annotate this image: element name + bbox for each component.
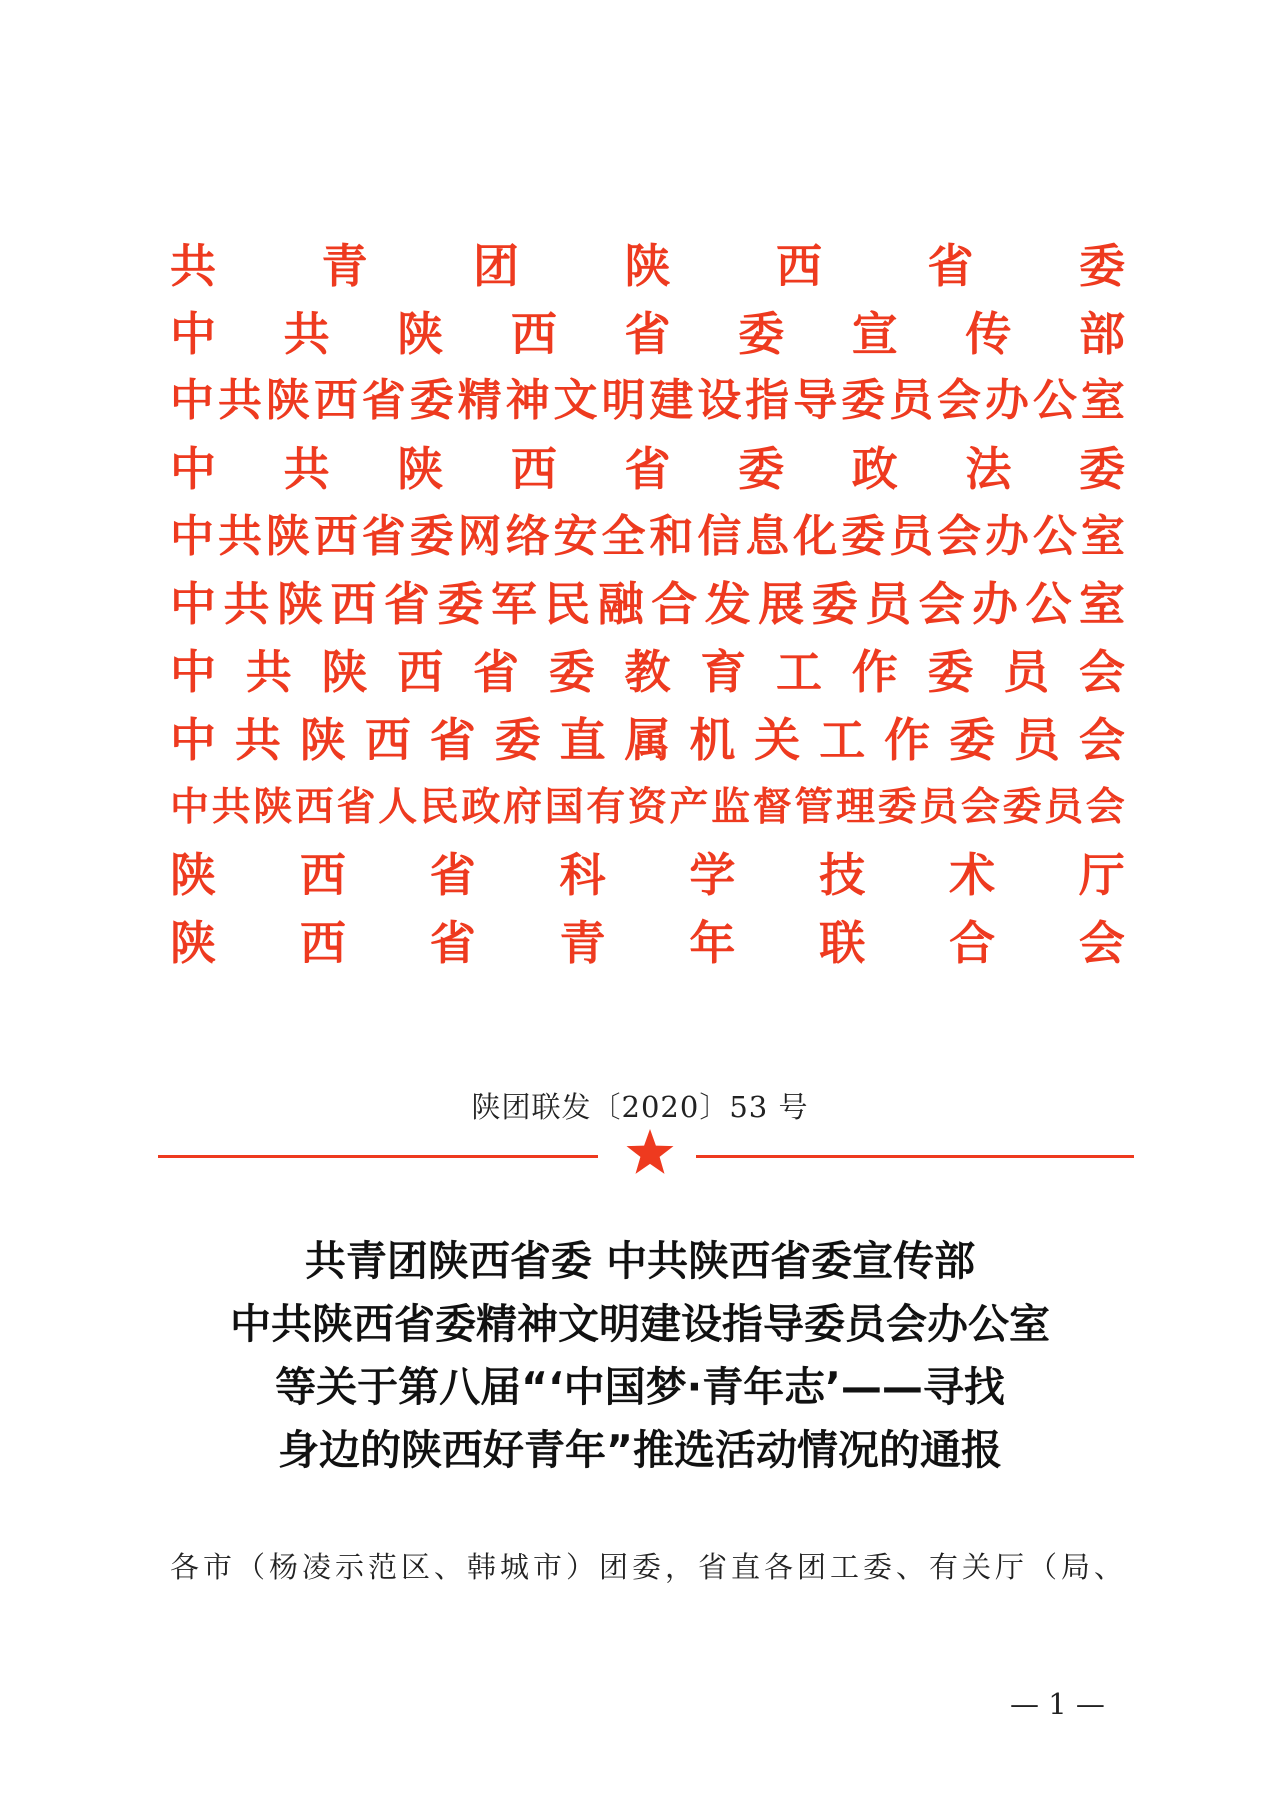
issuer-char: 中 [170,510,214,562]
issuer-char: 会 [1085,784,1125,830]
issuer-char: 团 [473,238,519,293]
issuer-char: 员 [889,375,934,427]
issuer-char: 委 [1002,784,1042,830]
title-line: 身边的陕西好青年”推选活动情况的通报 [278,1426,1002,1474]
issuer-char: 作 [884,712,931,767]
issuer-row [170,367,1125,435]
issuer-char: 文 [553,375,598,427]
issuer-char: 陕 [170,915,216,970]
issuer-char: 导 [793,375,838,427]
issuer-char: 西 [330,577,377,632]
issuer-char: 共 [223,577,270,632]
issuer-char: 全 [601,510,646,562]
issuer-char: 机 [689,712,736,767]
issuer-char: 西 [510,441,557,496]
issuer-char: 建 [649,375,694,427]
issuer-char: 陕 [170,848,216,903]
issuer-char: 国 [544,784,584,830]
issuer-char: 省 [429,915,476,970]
issuer-char: 委 [494,712,541,767]
issuer-char: 中 [170,644,216,699]
issuer-char: 陕 [253,784,293,830]
issuer-char: 合 [651,577,698,632]
issuer-char: 委 [877,784,917,830]
issuer-char: 化 [793,510,838,562]
issuer-char: 办 [984,375,1029,427]
issuer-char: 共 [170,238,216,293]
issuer-char: 西 [299,848,346,903]
title-line: 中共陕西省委精神文明建设指导委员会办公室 [230,1300,1050,1348]
issuer-row [170,300,1125,368]
issuer-list [170,232,1125,977]
issuer-char: 室 [1080,510,1125,562]
issuer-char: 西 [313,510,358,562]
issuer-char: 育 [700,644,747,699]
page-number: — 1 — [1010,1687,1105,1721]
issuer-char: 办 [972,577,1019,632]
issuer-char: 明 [601,375,646,427]
issuer-char: 西 [510,306,557,361]
issuer-char: 青 [559,915,606,970]
issuer-char: 产 [669,784,709,830]
issuer-char: 员 [865,577,912,632]
issuer-char: 陕 [397,441,444,496]
issuer-char: 政 [851,441,898,496]
issuer-row [170,638,1125,706]
issuer-char: 青 [321,238,368,293]
issuer-char: 委 [437,577,484,632]
issuer-char: 军 [490,577,537,632]
issuer-char: 府 [503,784,543,830]
issuer-char: 理 [836,784,876,830]
issuer-char: 息 [745,510,790,562]
issuer-char: 指 [745,375,790,427]
issuer-char: 联 [819,915,866,970]
issuer-char: 技 [819,848,866,903]
issuer-char: 共 [245,644,292,699]
issuer-char: 有 [586,784,626,830]
issuer-char: 展 [758,577,805,632]
issuer-char: 公 [1032,510,1077,562]
issuer-char: 学 [689,848,736,903]
document-number: 陕团联发〔2020〕53 号 [471,1090,809,1124]
issuer-char: 工 [776,644,822,699]
issuer-char: 科 [559,848,606,903]
issuer-char: 民 [544,577,591,632]
issuer-char: 共 [283,306,330,361]
issuer-char: 中 [170,375,214,427]
issuer-char: 委 [841,375,886,427]
issuer-row [170,706,1125,774]
issuer-char: 省 [927,238,974,293]
issuer-char: 络 [505,510,550,562]
issuer-char: 省 [429,848,476,903]
issuer-char: 陕 [265,510,310,562]
issuer-char: 会 [1078,915,1125,970]
issuer-char: 西 [364,712,411,767]
issuer-char: 共 [234,712,281,767]
star-icon [625,1128,675,1178]
issuer-char: 委 [738,441,785,496]
recipients-line: 各市（杨凌示范区、韩城市）团委，省直各团工委、有关厅（局、 [170,1550,1128,1584]
issuer-char: 宣 [851,306,898,361]
issuer-row [170,435,1125,503]
issuer-row [170,503,1125,571]
issuer-char: 关 [754,712,801,767]
issuer-char: 委 [409,375,454,427]
issuer-char: 委 [738,306,785,361]
issuer-char: 管 [794,784,834,830]
issuer-char: 省 [624,441,671,496]
issuer-char: 安 [553,510,598,562]
issuer-char: 委 [1079,441,1125,496]
issuer-char: 员 [1003,644,1050,699]
notice-title [130,1230,1150,1482]
issuer-char: 委 [949,712,996,767]
divider-line-left [158,1155,598,1158]
issuer-char: 委 [927,644,974,699]
issuer-char: 办 [984,510,1029,562]
issuer-char: 委 [1079,238,1125,293]
issuer-char: 中 [170,441,216,496]
issuer-char: 陕 [397,306,444,361]
issuer-char: 监 [711,784,751,830]
issuer-row [170,570,1125,638]
issuer-char: 委 [409,510,454,562]
title-line: 等关于第八届“‘中国梦·青年志’——寻找 [275,1363,1005,1411]
issuer-char: 厅 [1078,848,1125,903]
issuer-char: 室 [1080,375,1125,427]
issuer-char: 共 [217,510,262,562]
issuer-char: 会 [1079,644,1125,699]
issuer-char: 中 [170,784,210,830]
issuer-char: 公 [1025,577,1072,632]
issuer-char: 中 [170,577,216,632]
issuer-row [170,774,1125,842]
issuer-char: 中 [170,306,216,361]
issuer-char: 陕 [265,375,310,427]
issuer-char: 西 [397,644,444,699]
issuer-char: 网 [457,510,502,562]
issuer-char: 西 [294,784,334,830]
issuer-char: 会 [937,375,981,427]
issuer-char: 员 [889,510,934,562]
title-line: 共青团陕西省委 中共陕西省委宣传部 [304,1237,976,1285]
issuer-char: 发 [704,577,751,632]
issuer-char: 神 [505,375,550,427]
issuer-char: 陕 [321,644,368,699]
issuer-char: 属 [624,712,671,767]
issuer-char: 民 [419,784,459,830]
issuer-char: 信 [697,510,742,562]
issuer-char: 和 [649,510,694,562]
issuer-char: 中 [170,712,216,767]
issuer-char: 西 [299,915,346,970]
issuer-char: 员 [1044,784,1084,830]
issuer-char: 会 [918,577,965,632]
issuer-char: 省 [361,510,406,562]
issuer-char: 委 [841,510,886,562]
issuer-char: 员 [919,784,959,830]
issuer-char: 西 [776,238,822,293]
issuer-row [170,841,1125,909]
issuer-char: 共 [283,441,330,496]
issuer-char: 委 [548,644,595,699]
issuer-char: 省 [624,306,671,361]
issuer-char: 督 [752,784,792,830]
issuer-char: 工 [819,712,866,767]
issuer-char: 省 [473,644,519,699]
issuer-char: 部 [1079,306,1125,361]
issuer-char: 资 [627,784,667,830]
issuer-char: 共 [217,375,262,427]
issuer-char: 陕 [276,577,323,632]
issuer-char: 人 [378,784,418,830]
issuer-row [170,909,1125,977]
issuer-char: 年 [689,915,736,970]
divider-line-right [696,1155,1134,1158]
issuer-char: 陕 [299,712,346,767]
issuer-char: 合 [949,915,996,970]
issuer-char: 设 [697,375,742,427]
issuer-char: 政 [461,784,501,830]
issuer-char: 员 [1013,712,1060,767]
issuer-char: 传 [965,306,1012,361]
issuer-char: 会 [1078,712,1125,767]
issuer-char: 精 [457,375,502,427]
issuer-char: 西 [313,375,358,427]
issuer-char: 共 [211,784,251,830]
issuer-char: 教 [624,644,671,699]
issuer-char: 省 [336,784,376,830]
issuer-row [170,232,1125,300]
issuer-char: 委 [811,577,858,632]
issuer-char: 法 [965,441,1012,496]
issuer-char: 作 [851,644,898,699]
issuer-char: 会 [937,510,981,562]
issuer-char: 省 [383,577,430,632]
issuer-char: 省 [429,712,476,767]
issuer-char: 融 [597,577,644,632]
issuer-char: 会 [960,784,1000,830]
issuer-char: 术 [949,848,996,903]
issuer-char: 陕 [624,238,671,293]
issuer-char: 省 [361,375,406,427]
issuer-char: 公 [1032,375,1077,427]
issuer-char: 直 [559,712,606,767]
issuer-char: 室 [1078,577,1125,632]
